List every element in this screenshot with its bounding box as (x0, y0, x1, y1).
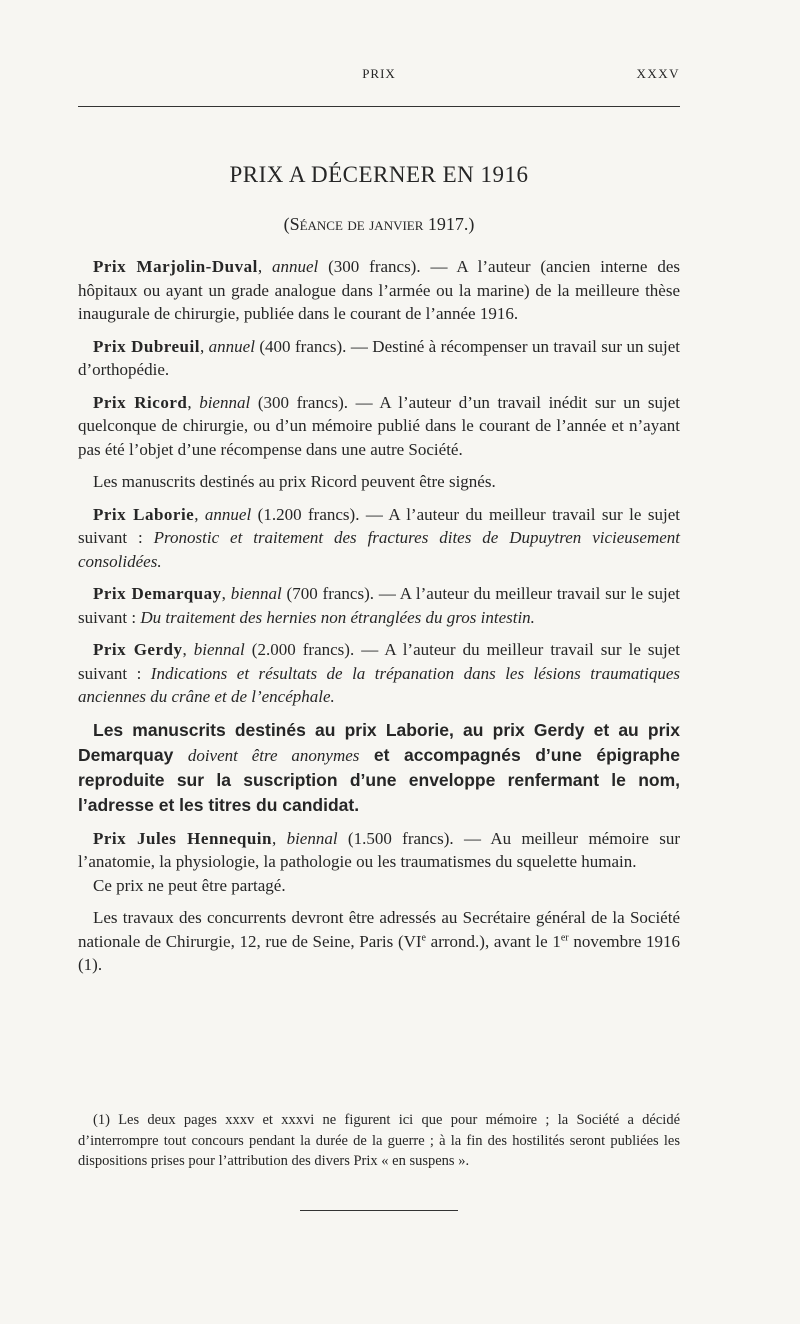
page-number: XXXV (636, 66, 680, 81)
prize-name: Prix Ricord (93, 392, 188, 412)
prize-name: Prix Gerdy (93, 640, 183, 659)
prize-subject: Pronostic et traitement des fractures dites de Dupuytren vicieusement consolidées. (78, 528, 680, 571)
submission-text: Les travaux des concurrents devront être adressés au Secrétaire général de la Société nationale de Chirurgie, 12, rue de Seine, Paris (VI (78, 908, 680, 951)
footnote-text: (1) Les deux pages xxxv et xxxvi ne figurent ici que pour mémoire ; la Société a décidé d’interrompre tout concours pendant la durée de la guerre ; à la fin des hostilités seront publiées les dispositions prises pour l’attribution des divers Prix « en suspens ». (78, 1112, 680, 1169)
submission-text-3: novembre 1916 (1). (78, 931, 680, 974)
prize-description: (1.500 francs). — Au meilleur mémoire sur l’anatomie, la physiologie, la pathologie ou les traumatismes du squelette humain. (78, 828, 680, 871)
session-line (78, 214, 680, 235)
session-close-paren: ) (468, 214, 475, 234)
prize-frequency: annuel (271, 257, 319, 276)
prize-frequency: annuel (208, 336, 255, 356)
superscript: e (421, 931, 426, 943)
prize-description: (1.200 francs). — A l’auteur du meilleur travail sur le sujet suivant : (78, 504, 680, 547)
prize-subject: Indications et résultats de la trépanation dans les lésions traumatiques anciennes du crâne et de l’encéphale. (78, 663, 680, 706)
page-title: PRIX A DÉCERNER EN 1916 (229, 162, 529, 187)
prize-name: Prix Dubreuil (93, 336, 200, 356)
hennequin-note: Ce prix ne peut être partagé. (93, 875, 286, 895)
prize-description: (2.000 francs). — A l’auteur du meilleur travail sur le sujet suivant : (78, 640, 681, 683)
notice-part2: et accompagnés d’une épigraphe reproduite sur la suscription d’une enveloppe renfermant le nom, l’adresse et les titres du candidat. (78, 744, 680, 815)
superscript: er (560, 931, 569, 943)
prize-frequency: biennal (199, 392, 251, 412)
running-head-title: PRIX (362, 66, 396, 81)
prize-description: (700 francs). — A l’auteur du meilleur travail sur le sujet suivant : (78, 584, 680, 627)
footer-rule (300, 1210, 458, 1211)
session-open-paren: ( (283, 214, 290, 234)
ricord-note: Les manuscrits destinés au prix Ricord peuvent être signés. (93, 472, 496, 491)
prize-marjolin-duval: Prix Marjolin-Duval, annuel (300 francs). — A l’auteur (ancien interne des hôpitaux ou ayant un grade analogue dans l’armée ou la marine) de la meilleure thèse inaugurale de chirurgie, publiée dans le courant de l’année 1916. (78, 257, 681, 323)
anonymity-notice (78, 718, 680, 818)
prize-name: Prix Jules Hennequin (93, 828, 272, 848)
notice-part1: Les manuscrits destinés au prix Laborie, au prix Gerdy et au prix Demarquay (78, 719, 680, 765)
prize-name: Prix Laborie (93, 504, 195, 524)
prize-frequency: biennal (286, 828, 338, 848)
prize-description: (400 francs). — Destiné à récompenser un travail sur un sujet d’orthopédie. (78, 336, 681, 379)
prize-description: (300 francs). — A l’auteur d’un travail inédit sur un sujet quelconque de chirurgie, ou d’un mémoire publié dans le courant de l’année et n’ayant pas été l’objet d’une récompense dans une autre Société. (78, 392, 681, 459)
prize-ricord: Prix Ricord, biennal (300 francs). — A l’auteur d’un travail inédit sur un sujet quelconque de chirurgie, ou d’un mémoire publié dans le courant de l’année et n’ayant pas été l’objet d’une récompense dans une autre Société. (78, 392, 681, 459)
prize-name: Prix Demarquay (93, 584, 222, 603)
prize-demarquay: Prix Demarquay, biennal (700 francs). — A l’auteur du meilleur travail sur le sujet suivant : Du traitement des hernies non étranglées du gros intestin. (78, 584, 680, 627)
submission-text-2: arrond.), avant le 1 (426, 931, 561, 951)
prize-dubreuil: Prix Dubreuil, annuel (400 francs). — Destiné à récompenser un travail sur un sujet d’orthopédie. (78, 336, 681, 379)
prize-list (78, 255, 680, 977)
prize-description: (300 francs). — A l’auteur (ancien interne des hôpitaux ou ayant un grade analogue dans l’armée ou la marine) de la meilleure thèse inaugurale de chirurgie, publiée dans le courant de l’année 1916. (78, 257, 681, 323)
prize-frequency: biennal (230, 584, 282, 603)
prize-laborie: Prix Laborie, annuel (1.200 francs). — A l’auteur du meilleur travail sur le sujet suivant : Pronostic et traitement des fractures dites de Dupuytren vicieusement consolidées. (78, 504, 680, 571)
prize-subject: Du traitement des hernies non étranglées du gros intestin. (140, 607, 535, 627)
prize-frequency: annuel (204, 504, 252, 524)
session-year: 1917. (427, 214, 469, 234)
notice-emphasis: doivent être anonymes (187, 745, 360, 765)
submission-instructions (78, 906, 680, 977)
prize-gerdy: Prix Gerdy, biennal (2.000 francs). — A l’auteur du meilleur travail sur le sujet suivant : Indications et résultats de la trépanation dans les lésions traumatiques anciennes du crâne et de l’encéphale. (78, 640, 681, 706)
header-rule (78, 106, 680, 107)
prize-name: Prix Marjolin-Duval (93, 257, 258, 276)
running-head (78, 66, 680, 90)
prize-frequency: biennal (193, 640, 245, 659)
prize-jules-hennequin: Prix Jules Hennequin, biennal (1.500 francs). — Au meilleur mémoire sur l’anatomie, la physiologie, la pathologie ou les traumatismes du squelette humain. (78, 828, 680, 871)
footnote (78, 1110, 680, 1172)
session-label: Séance de janvier (289, 214, 424, 234)
